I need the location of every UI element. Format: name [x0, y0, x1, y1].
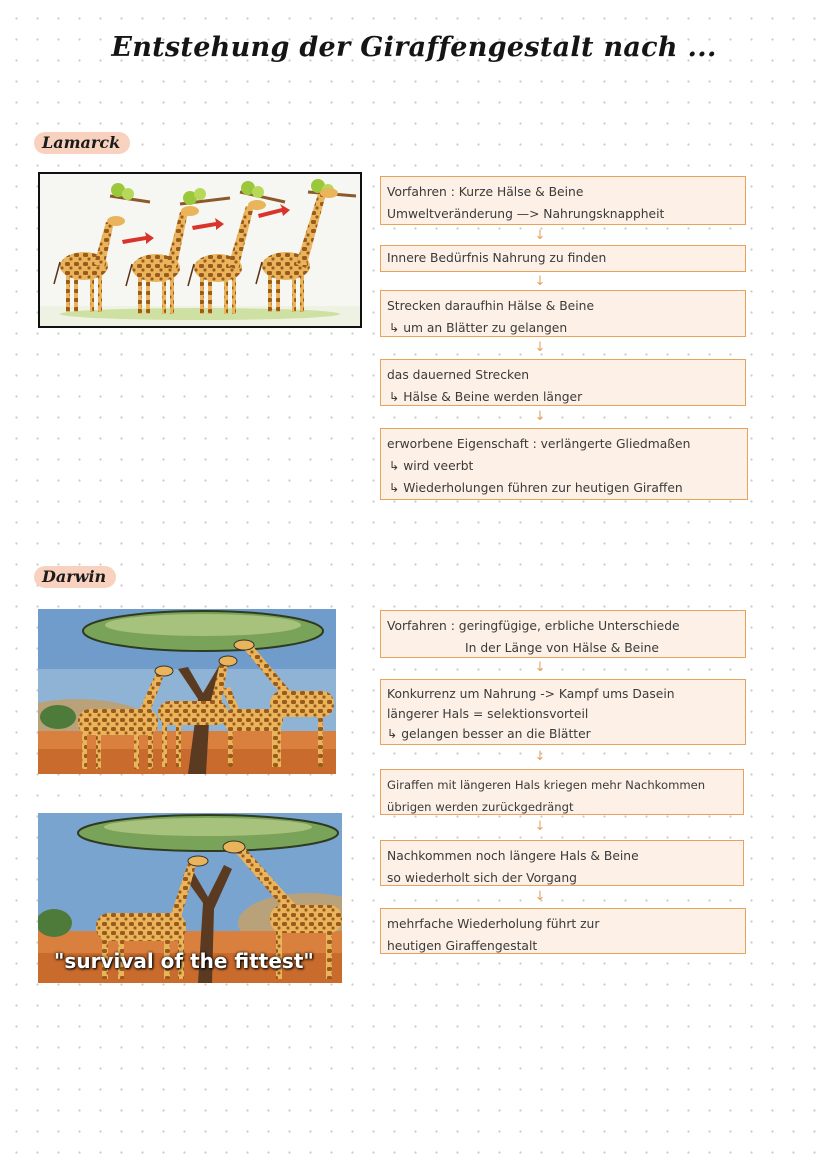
darwin-label: Darwin	[34, 566, 116, 588]
lamarck-step-4	[380, 359, 746, 406]
lamarck-step-2-line-1: Innere Bedürfnis Nahrung zu finden	[387, 251, 607, 265]
darwin-step-5-line-2: heutigen Giraffengestalt	[387, 939, 538, 953]
lamarck-label: Lamarck	[34, 132, 130, 154]
lamarck-step-3	[380, 290, 746, 337]
lamarck-step-1-line-2: Umweltveränderung —> Nahrungsknappheit	[387, 207, 665, 221]
darwin-step-5	[380, 908, 746, 954]
lamarck-step-1	[380, 176, 746, 225]
arrow-down-icon: ↓	[534, 889, 546, 904]
progression-arrow-icon	[122, 204, 290, 244]
fittest-caption: "survival of the fittest"	[54, 949, 314, 973]
darwin-tree-image	[38, 609, 336, 774]
darwin-step-2	[380, 679, 746, 745]
lamarck-step-5	[380, 428, 748, 500]
arrow-down-icon: ↓	[534, 749, 546, 764]
darwin-step-3-line-1: Giraffen mit längeren Hals kriegen mehr Nachkommen	[387, 778, 706, 792]
darwin-step-3-line-2: übrigen werden zurückgedrängt	[387, 800, 574, 814]
lamarck-step-5-line-2: ↳ wird veerbt	[389, 459, 474, 473]
arrow-down-icon: ↓	[534, 228, 546, 243]
page-title: Entstehung der Giraffengestalt nach ...	[111, 32, 717, 63]
lamarck-giraffe-image	[38, 172, 362, 328]
darwin-step-3	[380, 769, 744, 815]
darwin-step-4-line-1: Nachkommen noch längere Hals & Beine	[387, 849, 639, 863]
darwin-step-1-line-1: Vorfahren : geringfügige, erbliche Unterschiede	[387, 619, 680, 633]
arrow-down-icon: ↓	[534, 660, 546, 675]
darwin-step-1	[380, 610, 746, 658]
lamarck-step-4-line-2: ↳ Hälse & Beine werden länger	[389, 390, 583, 404]
lamarck-step-2	[380, 245, 746, 272]
darwin-step-1-line-2: In der Länge von Hälse & Beine	[465, 641, 659, 655]
darwin-step-2-line-1: Konkurrenz um Nahrung -> Kampf ums Dasein	[387, 687, 675, 701]
lamarck-step-4-line-1: das dauerned Strecken	[387, 368, 530, 382]
lamarck-step-5-line-3: ↳ Wiederholungen führen zur heutigen Giraffen	[389, 481, 683, 495]
arrow-down-icon: ↓	[534, 274, 546, 289]
darwin-step-2-line-2: längerer Hals = selektionsvorteil	[387, 707, 589, 721]
lamarck-step-5-line-1: erworbene Eigenschaft : verlängerte Gliedmaßen	[387, 437, 691, 451]
arrow-down-icon: ↓	[534, 409, 546, 424]
darwin-step-5-line-1: mehrfache Wiederholung führt zur	[387, 917, 600, 931]
darwin-step-4	[380, 840, 744, 886]
lamarck-step-3-line-1: Strecken daraufhin Hälse & Beine	[387, 299, 595, 313]
lamarck-step-1-line-1: Vorfahren : Kurze Hälse & Beine	[387, 185, 584, 199]
darwin-fittest-image	[38, 813, 342, 983]
darwin-step-2-line-3: ↳ gelangen besser an die Blätter	[387, 727, 591, 741]
arrow-down-icon: ↓	[534, 819, 546, 834]
arrow-down-icon: ↓	[534, 340, 546, 355]
darwin-step-4-line-2: so wiederholt sich der Vorgang	[387, 871, 577, 885]
lamarck-step-3-line-2: ↳ um an Blätter zu gelangen	[389, 321, 568, 335]
